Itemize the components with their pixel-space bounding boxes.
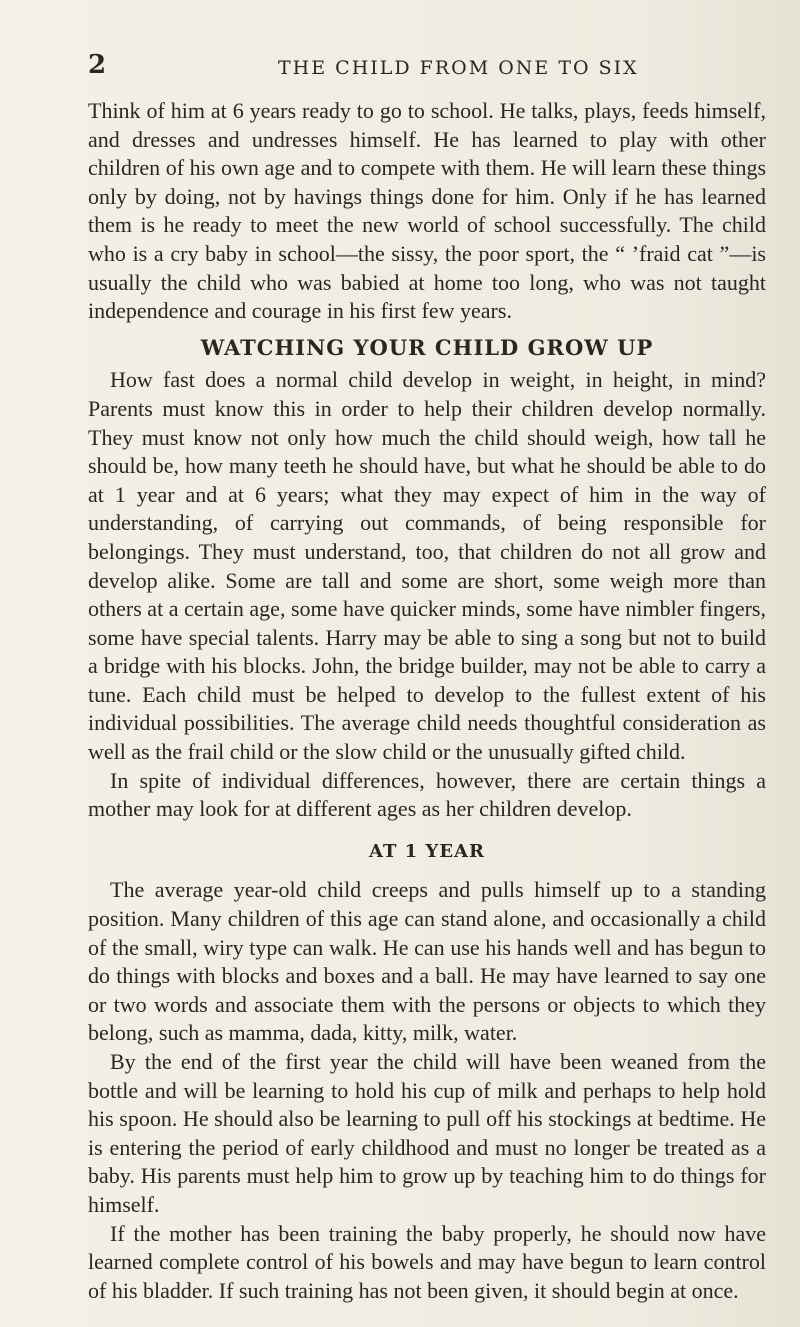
- paragraph-watching-2: In spite of individual differences, however, there are certain things a mother may look for at different ages as her children develop.: [88, 767, 766, 822]
- paragraph-year-2: By the end of the first year the child will have been weaned from the bottle and will be learning to hold his cup of milk and perhaps to help hold his spoon. He should also be learning to pull off his stockings at bedtime. He is entering the period of early childhood and must no longer be treated as a baby. His parents must help him to grow up by teaching him to do things for himself.: [88, 1049, 766, 1217]
- paragraph-intro: Think of him at 6 years ready to go to school. He talks, plays, feeds himself, and dresses and undresses himself. He has learned to play with other children of his own age and to compete with them. He will learn these things only by doing, not by havings things done for him. Only if he has learned them is he ready to meet the new world of school successfully. The child who is a cry baby in school—the sissy, the poor sport, the “ ’fraid cat ”—is usually the child who was babied at home too long, who was not taught independence and courage in his first few years.: [88, 98, 766, 324]
- page-number: 2: [88, 50, 107, 80]
- subsection-heading: AT 1 YEAR: [369, 840, 485, 862]
- running-head: [88, 50, 766, 80]
- body-text: [88, 97, 766, 1305]
- running-title: THE CHILD FROM ONE TO SIX: [278, 57, 639, 79]
- paragraph-year-3: If the mother has been training the baby properly, he should now have learned complete control of his bowels and may have begun to learn control of his bladder. If such training has not been given, it should begin at once.: [88, 1220, 766, 1303]
- paragraph-year-1: The average year-old child creeps and pulls himself up to a standing position. Many children of this age can stand alone, and occasionally a child of the small, wiry type can walk. He can use his hands well and has begun to do things with blocks and boxes and a ball. He may have learned to say one or two words and associate them with the persons or objects to which they belong, such as mamma, dada, kitty, milk, water.: [88, 877, 766, 1046]
- paragraph-watching-1: How fast does a normal child develop in weight, in height, in mind? Parents must know this in order to help their children develop normally. They must know not only how much the child should weigh, how tall he should be, how many teeth he should have, but what he should be able to do at 1 year and at 6 years; what they may expect of him in the way of understanding, of carrying out commands, of being responsible for belongings. They must understand, too, that children do not all grow and develop alike. Some are tall and some are short, some weigh more than others at a certain age, some have quicker minds, some have nimbler fingers, some have special talents. Harry may be able to sing a song but not to build a bridge with his blocks. John, the bridge builder, may not be able to carry a tune. Each child must be helped to develop to the fullest extent of his individual possibilities. The average child needs thoughtful consideration as well as the frail child or the slow child or the unusually gifted child.: [88, 367, 766, 765]
- section-heading: WATCHING YOUR CHILD GROW UP: [200, 334, 654, 360]
